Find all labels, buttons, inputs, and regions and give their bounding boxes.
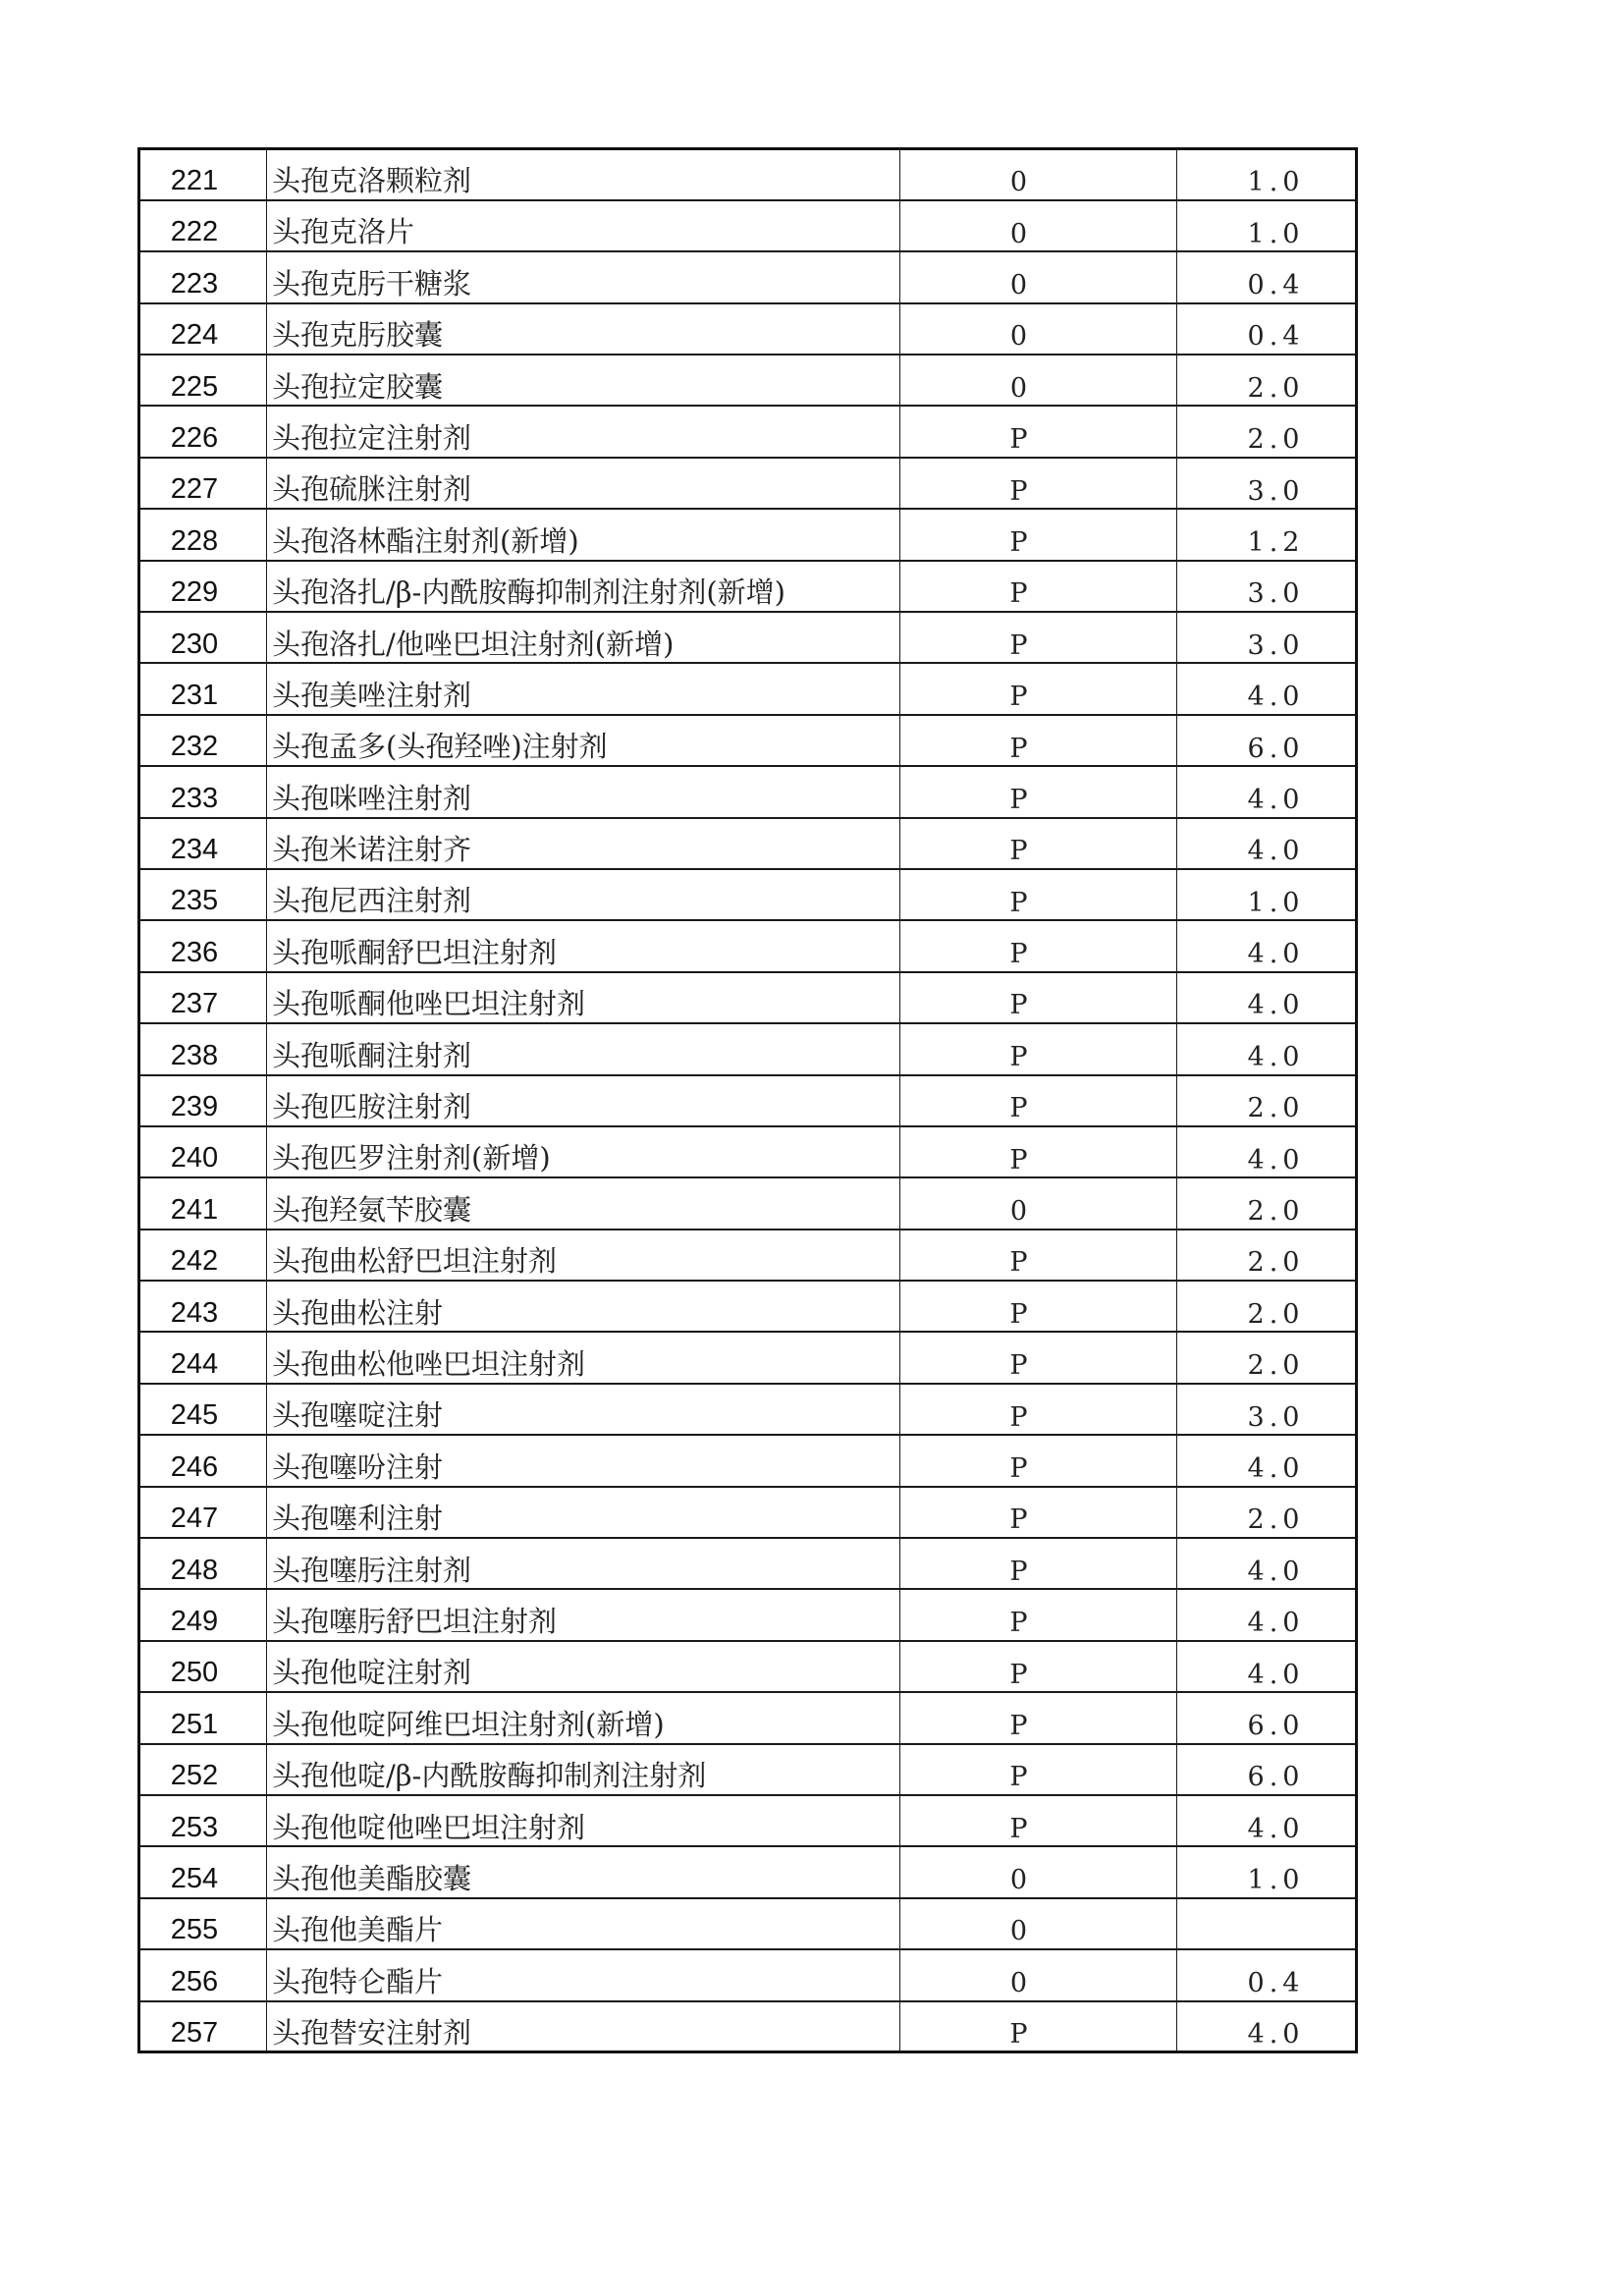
drug-name: 头孢噻利注射: [267, 1487, 900, 1538]
route-code: P: [900, 818, 1177, 869]
drug-name: 头孢噻肟舒巴坦注射剂: [267, 1589, 900, 1640]
route-code: P: [900, 1230, 1177, 1281]
drug-name: 头孢他美酯片: [267, 1898, 900, 1949]
row-number: 240: [139, 1126, 267, 1177]
dose-value: 2.0: [1177, 1281, 1357, 1332]
table-row: [139, 1846, 1357, 1897]
route-code: 0: [900, 1846, 1177, 1897]
table-row: [139, 1692, 1357, 1743]
route-code: P: [900, 1744, 1177, 1795]
route-code: P: [900, 509, 1177, 560]
dose-value: 4.0: [1177, 2001, 1357, 2052]
dose-value: 2.0: [1177, 406, 1357, 457]
dose-value: 4.0: [1177, 1435, 1357, 1486]
table-row: [139, 1230, 1357, 1281]
dose-value: 2.0: [1177, 1177, 1357, 1229]
dose-value: 1.0: [1177, 149, 1357, 200]
drug-name: 头孢他啶/β-内酰胺酶抑制剂注射剂: [267, 1744, 900, 1795]
route-code: P: [900, 1641, 1177, 1692]
row-number: 233: [139, 766, 267, 817]
route-code: P: [900, 972, 1177, 1023]
table-row: [139, 251, 1357, 302]
row-number: 256: [139, 1949, 267, 2000]
route-code: P: [900, 1538, 1177, 1589]
drug-name: 头孢咪唑注射剂: [267, 766, 900, 817]
dose-value: 6.0: [1177, 1692, 1357, 1743]
dose-value: 0.4: [1177, 1949, 1357, 2000]
dose-value: 3.0: [1177, 612, 1357, 663]
row-number: 248: [139, 1538, 267, 1589]
row-number: 221: [139, 149, 267, 200]
route-code: 0: [900, 251, 1177, 302]
dose-value: 2.0: [1177, 1075, 1357, 1126]
drug-name: 头孢克肟干糖浆: [267, 251, 900, 302]
row-number: 244: [139, 1332, 267, 1383]
route-code: 0: [900, 1949, 1177, 2000]
route-code: P: [900, 1435, 1177, 1486]
table-row: [139, 458, 1357, 509]
row-number: 254: [139, 1846, 267, 1897]
drug-name: 头孢克肟胶囊: [267, 303, 900, 355]
drug-name: 头孢曲松他唑巴坦注射剂: [267, 1332, 900, 1383]
drug-name: 头孢哌酮他唑巴坦注射剂: [267, 972, 900, 1023]
table-row: [139, 869, 1357, 920]
table-row: [139, 663, 1357, 714]
drug-name: 头孢他啶他唑巴坦注射剂: [267, 1795, 900, 1846]
route-code: P: [900, 766, 1177, 817]
table-row: [139, 1538, 1357, 1589]
route-code: P: [900, 920, 1177, 971]
row-number: 250: [139, 1641, 267, 1692]
drug-name: 头孢匹罗注射剂(新增): [267, 1126, 900, 1177]
route-code: P: [900, 458, 1177, 509]
table-row: [139, 303, 1357, 355]
route-code: P: [900, 715, 1177, 766]
table-row: [139, 1435, 1357, 1486]
drug-name: 头孢噻肟注射剂: [267, 1538, 900, 1589]
dose-value: 4.0: [1177, 1641, 1357, 1692]
drug-name: 头孢克洛片: [267, 200, 900, 251]
dose-value: 2.0: [1177, 1230, 1357, 1281]
drug-name: 头孢美唑注射剂: [267, 663, 900, 714]
dose-value: 1.0: [1177, 869, 1357, 920]
table-row: [139, 509, 1357, 560]
dose-value: 1.0: [1177, 200, 1357, 251]
table-row: [139, 1641, 1357, 1692]
route-code: P: [900, 1795, 1177, 1846]
row-number: 251: [139, 1692, 267, 1743]
route-code: 0: [900, 355, 1177, 406]
route-code: P: [900, 1384, 1177, 1435]
dose-value: 4.0: [1177, 1538, 1357, 1589]
table-row: [139, 715, 1357, 766]
table-row: [139, 200, 1357, 251]
table-row: [139, 1744, 1357, 1795]
row-number: 239: [139, 1075, 267, 1126]
table-row: [139, 1384, 1357, 1435]
table-row: [139, 2001, 1357, 2052]
row-number: 253: [139, 1795, 267, 1846]
dose-value: 1.2: [1177, 509, 1357, 560]
dose-value: 6.0: [1177, 1744, 1357, 1795]
drug-name: 头孢拉定注射剂: [267, 406, 900, 457]
row-number: 230: [139, 612, 267, 663]
row-number: 255: [139, 1898, 267, 1949]
table-row: [139, 1487, 1357, 1538]
row-number: 236: [139, 920, 267, 971]
row-number: 247: [139, 1487, 267, 1538]
route-code: P: [900, 1589, 1177, 1640]
table-body: [139, 149, 1357, 2052]
dose-value: 1.0: [1177, 1846, 1357, 1897]
table-row: [139, 1332, 1357, 1383]
route-code: 0: [900, 303, 1177, 355]
table-row: [139, 818, 1357, 869]
row-number: 235: [139, 869, 267, 920]
drug-name: 头孢克洛颗粒剂: [267, 149, 900, 200]
dose-value: 2.0: [1177, 355, 1357, 406]
route-code: P: [900, 1692, 1177, 1743]
row-number: 223: [139, 251, 267, 302]
row-number: 257: [139, 2001, 267, 2052]
dose-value: 2.0: [1177, 1332, 1357, 1383]
dose-value: 4.0: [1177, 1023, 1357, 1074]
table-row: [139, 1075, 1357, 1126]
route-code: 0: [900, 1177, 1177, 1229]
route-code: P: [900, 561, 1177, 612]
row-number: 252: [139, 1744, 267, 1795]
dose-value: 4.0: [1177, 1126, 1357, 1177]
drug-name: 头孢曲松舒巴坦注射剂: [267, 1230, 900, 1281]
table-row: [139, 406, 1357, 457]
row-number: 245: [139, 1384, 267, 1435]
route-code: P: [900, 1332, 1177, 1383]
dose-value: 3.0: [1177, 561, 1357, 612]
drug-name: 头孢哌酮注射剂: [267, 1023, 900, 1074]
table-row: [139, 1023, 1357, 1074]
table-row: [139, 1589, 1357, 1640]
dose-value: 3.0: [1177, 1384, 1357, 1435]
row-number: 249: [139, 1589, 267, 1640]
drug-name: 头孢替安注射剂: [267, 2001, 900, 2052]
route-code: 0: [900, 200, 1177, 251]
row-number: 229: [139, 561, 267, 612]
drug-name: 头孢羟氨苄胶囊: [267, 1177, 900, 1229]
route-code: 0: [900, 149, 1177, 200]
row-number: 226: [139, 406, 267, 457]
dose-value: 4.0: [1177, 663, 1357, 714]
dose-value: [1177, 1898, 1357, 1949]
drug-name: 头孢他美酯胶囊: [267, 1846, 900, 1897]
dose-value: 4.0: [1177, 920, 1357, 971]
row-number: 224: [139, 303, 267, 355]
dose-value: 4.0: [1177, 1795, 1357, 1846]
row-number: 222: [139, 200, 267, 251]
drug-name: 头孢硫脒注射剂: [267, 458, 900, 509]
table-row: [139, 1898, 1357, 1949]
table-row: [139, 1949, 1357, 2000]
table-row: [139, 766, 1357, 817]
drug-name: 头孢特仑酯片: [267, 1949, 900, 2000]
drug-name: 头孢拉定胶囊: [267, 355, 900, 406]
row-number: 228: [139, 509, 267, 560]
dose-value: 6.0: [1177, 715, 1357, 766]
drug-name: 头孢哌酮舒巴坦注射剂: [267, 920, 900, 971]
dose-value: 4.0: [1177, 818, 1357, 869]
dose-value: 0.4: [1177, 251, 1357, 302]
row-number: 227: [139, 458, 267, 509]
dose-value: 0.4: [1177, 303, 1357, 355]
route-code: 0: [900, 1898, 1177, 1949]
drug-name: 头孢孟多(头孢羟唑)注射剂: [267, 715, 900, 766]
dose-value: 2.0: [1177, 1487, 1357, 1538]
route-code: P: [900, 2001, 1177, 2052]
table-row: [139, 149, 1357, 200]
table-row: [139, 972, 1357, 1023]
route-code: P: [900, 612, 1177, 663]
table-row: [139, 1281, 1357, 1332]
drug-name: 头孢米诺注射齐: [267, 818, 900, 869]
drug-name: 头孢洛扎/β-内酰胺酶抑制剂注射剂(新增): [267, 561, 900, 612]
table-row: [139, 920, 1357, 971]
row-number: 234: [139, 818, 267, 869]
table-row: [139, 355, 1357, 406]
row-number: 241: [139, 1177, 267, 1229]
dose-value: 4.0: [1177, 766, 1357, 817]
drug-name: 头孢曲松注射: [267, 1281, 900, 1332]
table-row: [139, 1126, 1357, 1177]
drug-name: 头孢噻啶注射: [267, 1384, 900, 1435]
table-row: [139, 561, 1357, 612]
table-row: [139, 612, 1357, 663]
drug-name: 头孢他啶阿维巴坦注射剂(新增): [267, 1692, 900, 1743]
row-number: 231: [139, 663, 267, 714]
drug-name: 头孢匹胺注射剂: [267, 1075, 900, 1126]
table-row: [139, 1177, 1357, 1229]
route-code: P: [900, 663, 1177, 714]
dose-value: 3.0: [1177, 458, 1357, 509]
row-number: 225: [139, 355, 267, 406]
drug-name: 头孢洛林酯注射剂(新增): [267, 509, 900, 560]
row-number: 237: [139, 972, 267, 1023]
route-code: P: [900, 1126, 1177, 1177]
route-code: P: [900, 869, 1177, 920]
route-code: P: [900, 1075, 1177, 1126]
drug-name: 头孢他啶注射剂: [267, 1641, 900, 1692]
drug-table: [137, 147, 1358, 2053]
table-row: [139, 1795, 1357, 1846]
route-code: P: [900, 1487, 1177, 1538]
row-number: 246: [139, 1435, 267, 1486]
row-number: 243: [139, 1281, 267, 1332]
route-code: P: [900, 1023, 1177, 1074]
dose-value: 4.0: [1177, 972, 1357, 1023]
drug-name: 头孢洛扎/他唑巴坦注射剂(新增): [267, 612, 900, 663]
drug-name: 头孢尼西注射剂: [267, 869, 900, 920]
route-code: P: [900, 1281, 1177, 1332]
drug-name: 头孢噻吩注射: [267, 1435, 900, 1486]
dose-value: 4.0: [1177, 1589, 1357, 1640]
row-number: 232: [139, 715, 267, 766]
route-code: P: [900, 406, 1177, 457]
row-number: 242: [139, 1230, 267, 1281]
row-number: 238: [139, 1023, 267, 1074]
